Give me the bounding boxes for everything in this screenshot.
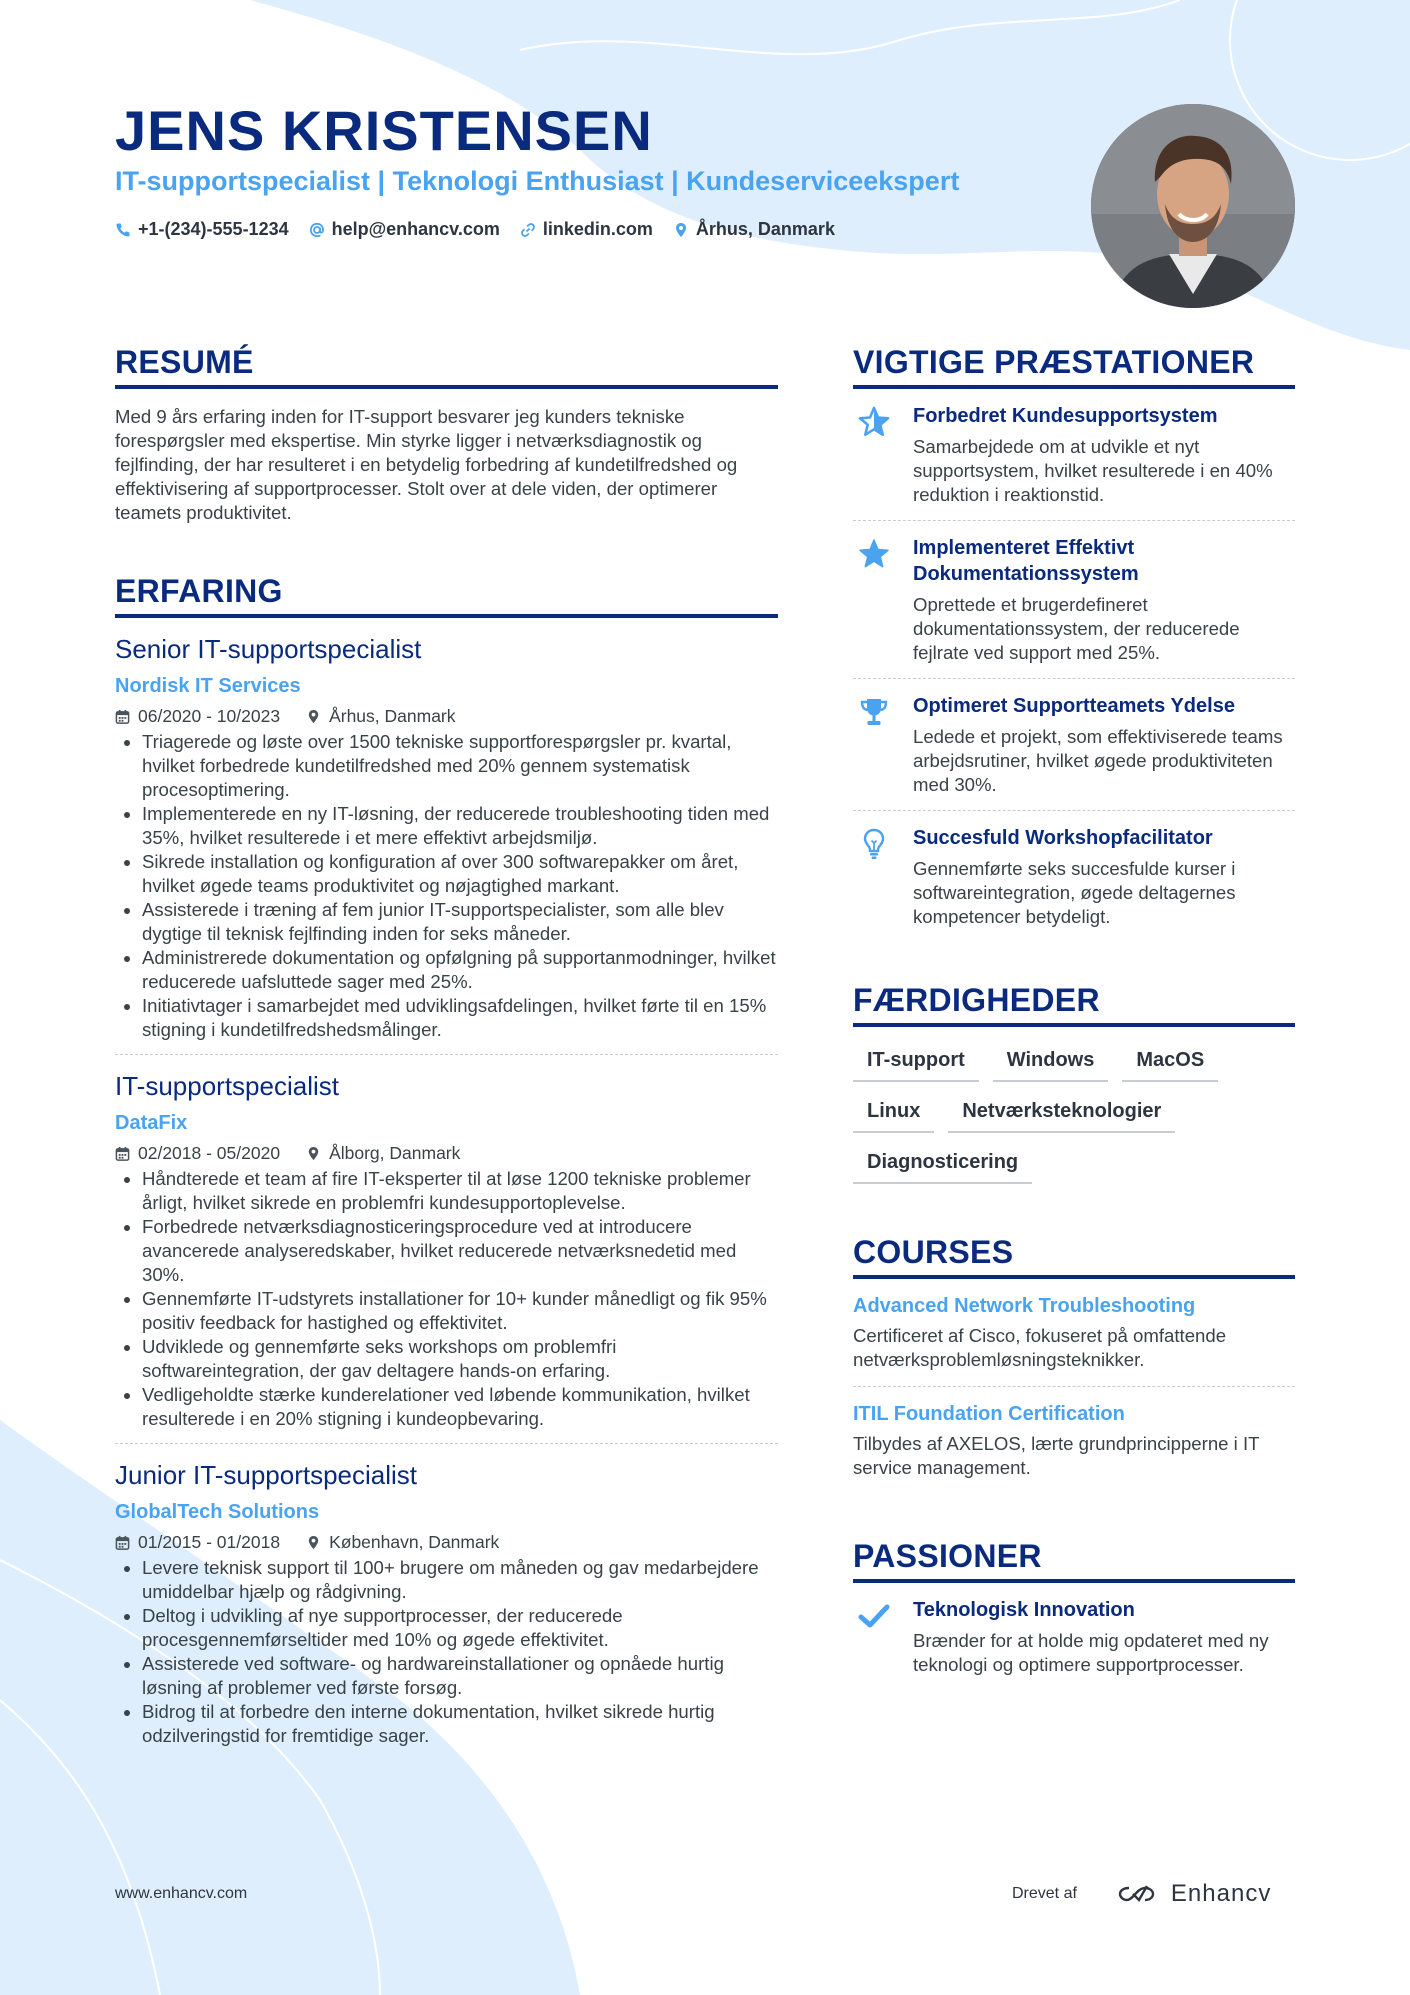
checkmark-icon: [857, 1599, 891, 1633]
avatar-portrait: [1091, 104, 1295, 308]
course-title: ITIL Foundation Certification: [853, 1403, 1125, 1425]
powered-by-text: Drevet af: [1012, 1885, 1077, 1902]
phone-icon: [115, 222, 131, 238]
job-entry: [115, 1444, 778, 1748]
company-name: Nordisk IT Services: [115, 675, 301, 697]
passion-desc: Brænder for at holde mig opdateret med ny teknologi og optimere supportprocesser.: [913, 1630, 1269, 1675]
job-location-text: Århus, Danmark: [329, 706, 456, 726]
job-dates: [115, 1532, 280, 1553]
job-bullet: Assisterede ved software- og hardwareinstallationer og opnåede hurtig løsning af problemer ved første forsøg.: [115, 1652, 778, 1700]
email-text: help@enhancv.com: [331, 219, 500, 239]
profile-photo: [1091, 104, 1295, 308]
achievement-desc: Ledede et projekt, som effektiviserede teams arbejdsrutiner, hvilket øgede produktiviteten med 30%.: [913, 726, 1283, 795]
job-bullets: [115, 1556, 778, 1748]
passion-item: [853, 1583, 1295, 1690]
course-desc: Certificeret af Cisco, fokuseret på omfattende netværksproblemløsningsteknikker.: [853, 1325, 1227, 1370]
achievement-desc: Samarbejdede om at udvikle et nyt supportsystem, hvilket resulterede i en 40% reduktion i reaktionstid.: [913, 436, 1273, 505]
job-location: [306, 1532, 499, 1553]
location-pin-icon: [306, 1535, 321, 1550]
job-dates-text: 01/2015 - 01/2018: [138, 1532, 281, 1552]
job-bullets: [115, 730, 778, 1042]
passions-list: [853, 1583, 1295, 1690]
courses-list: [853, 1279, 1295, 1494]
contact-email[interactable]: [309, 219, 500, 240]
achievement-desc: Oprettede et brugerdefineret dokumentationssystem, der reducerede fejlrate ved support med 25%.: [913, 594, 1240, 663]
job-bullet: Triagerede og løste over 1500 tekniske supportforespørgsler pr. kvartal, hvilket forbedrede kundetilfredshed med 20% gennem systematisk procesoptimering.: [115, 730, 778, 802]
job-bullet: Udviklede og gennemførte seks workshops om problemfri softwareintegration, der gav deltagere hands-on erfaring.: [115, 1335, 778, 1383]
job-bullets: [115, 1167, 778, 1431]
achievement-title: Implementeret Effektivt Dokumentationssystem: [913, 537, 1139, 585]
calendar-icon: [115, 709, 130, 724]
job-dates: [115, 706, 280, 727]
achievement-desc: Gennemførte seks succesfulde kurser i softwareintegration, øgede deltagernes kompetencer betydeligt.: [913, 858, 1236, 927]
passion-title: Teknologisk Innovation: [913, 1599, 1135, 1621]
job-bullet: Implementerede en ny IT-løsning, der reducerede troubleshooting tiden med 35%, hvilket resulterede i et mere effektivt arbejdsmiljø.: [115, 802, 778, 850]
job-entry: [115, 1055, 778, 1444]
enhancv-logo-icon: [1117, 1882, 1163, 1906]
linkedin-text: linkedin.com: [542, 219, 653, 239]
location-text: Århus, Danmark: [695, 219, 835, 239]
passions-heading: PASSIONER: [853, 1538, 1295, 1583]
location-pin-icon: [306, 709, 321, 724]
job-bullet: Deltog i udvikling af nye supportprocesser, der reducerede procesgennemførseltider med 10% og øgede effektivitet.: [115, 1604, 778, 1652]
at-icon: [309, 222, 325, 238]
job-bullet: Initiativtager i samarbejdet med udviklingsafdelingen, hvilket førte til en 15% stigning i kundetilfredshedsmålinger.: [115, 994, 778, 1042]
company-name: GlobalTech Solutions: [115, 1501, 320, 1523]
job-bullet: Levere teknisk support til 100+ brugere om måneden og gav medarbejdere umiddelbar hjælp og rådgivning.: [115, 1556, 778, 1604]
link-icon: [520, 222, 536, 238]
achievement-item: [853, 521, 1295, 679]
job-dates: [115, 1143, 280, 1164]
skill-tag: Diagnosticering: [853, 1147, 1032, 1184]
course-item: [853, 1279, 1295, 1387]
brand-logo[interactable]: [1117, 1880, 1271, 1908]
course-desc: Tilbydes af AXELOS, lærte grundprincipperne i IT service management.: [853, 1433, 1260, 1478]
left-column: [115, 344, 778, 1748]
skill-tag: Linux: [853, 1096, 934, 1133]
footer-branding: [1012, 1880, 1271, 1908]
job-dates-text: 02/2018 - 05/2020: [138, 1143, 281, 1163]
location-pin-icon: [306, 1146, 321, 1161]
job-bullet: Vedligeholdte stærke kunderelationer ved løbende kommunikation, hvilket resulterede i en 20% stigning i kundeopbevaring.: [115, 1383, 778, 1431]
achievement-title: Forbedret Kundesupportsystem: [913, 405, 1218, 427]
skills-list: [853, 1045, 1295, 1184]
experience-heading: ERFARING: [115, 573, 778, 618]
job-location-text: København, Danmark: [329, 1532, 500, 1552]
job-bullet: Administrerede dokumentation og opfølgning på supportanmodninger, hvilket reducerede uafsluttede sager med 25%.: [115, 946, 778, 994]
lightbulb-icon: [857, 827, 891, 861]
skill-tag: Windows: [993, 1045, 1109, 1082]
job-title: Junior IT-supportspecialist: [115, 1460, 418, 1490]
location-pin-icon: [673, 222, 689, 238]
job-meta: [115, 1143, 778, 1164]
courses-heading: COURSES: [853, 1234, 1295, 1279]
skill-tag: MacOS: [1122, 1045, 1218, 1082]
candidate-name: JENS KRISTENSEN: [115, 99, 653, 162]
achievement-item: [853, 679, 1295, 811]
achievement-item: [853, 811, 1295, 942]
summary-heading: RESUMÉ: [115, 344, 778, 389]
course-item: [853, 1387, 1295, 1494]
calendar-icon: [115, 1146, 130, 1161]
job-title: Senior IT-supportspecialist: [115, 634, 422, 664]
right-column: [853, 344, 1295, 1690]
job-title: IT-supportspecialist: [115, 1071, 339, 1101]
achievement-title: Succesfuld Workshopfacilitator: [913, 827, 1213, 849]
job-bullet: Assisterede i træning af fem junior IT-supportspecialister, som alle blev dygtige til teknisk fejlfinding inden for seks måneder.: [115, 898, 778, 946]
achievements-heading: VIGTIGE PRÆSTATIONER: [853, 344, 1295, 389]
achievements-list: [853, 389, 1295, 942]
job-dates-text: 06/2020 - 10/2023: [138, 706, 281, 726]
job-meta: [115, 1532, 778, 1553]
job-bullet: Gennemførte IT-udstyrets installationer for 10+ kunder månedligt og fik 95% positiv feedback for hastighed og effektivitet.: [115, 1287, 778, 1335]
star-outline-icon: [857, 405, 891, 439]
skills-heading: FÆRDIGHEDER: [853, 982, 1295, 1027]
job-bullet: Bidrog til at forbedre den interne dokumentation, hvilket sikrede hurtig odzilveringstid for fremtidige sager.: [115, 1700, 778, 1748]
achievement-item: [853, 389, 1295, 521]
skill-tag: Netværksteknologier: [948, 1096, 1175, 1133]
candidate-title: IT-supportspecialist | Teknologi Enthusiast | Kundeserviceekspert: [115, 166, 960, 196]
calendar-icon: [115, 1535, 130, 1550]
job-bullet: Sikrede installation og konfiguration af over 300 softwarepakker om året, hvilket øgede teams produktivitet og nøjagtighed markant.: [115, 850, 778, 898]
footer-website[interactable]: www.enhancv.com: [115, 1885, 248, 1902]
contact-phone[interactable]: [115, 219, 289, 240]
achievement-title: Optimeret Supportteamets Ydelse: [913, 695, 1235, 717]
job-bullet: Forbedrede netværksdiagnosticeringsprocedure ved at introducere avancerede analyseredskaber, hvilket reducerede netværksnedetid med 30%.: [115, 1215, 778, 1287]
job-location: [306, 706, 455, 727]
summary-text: Med 9 års erfaring inden for IT-support besvarer jeg kunders tekniske forespørgsler med ekspertise. Min styrke ligger i netværksdiagnostik og fejlfinding, der har resulteret i en betydelig forbedring af kundetilfredshed og effektivisering af supportprocesser. Stolt over at dele viden, der optimerer teamets produktivitet.: [115, 406, 738, 523]
star-filled-icon: [857, 537, 891, 571]
course-title: Advanced Network Troubleshooting: [853, 1295, 1196, 1317]
job-location: [306, 1143, 460, 1164]
contact-list: [115, 219, 835, 240]
job-location-text: Ålborg, Danmark: [329, 1143, 461, 1163]
contact-location: [673, 219, 835, 240]
company-name: DataFix: [115, 1112, 188, 1134]
trophy-icon: [857, 695, 891, 729]
skill-tag: IT-support: [853, 1045, 979, 1082]
brand-name: Enhancv: [1170, 1880, 1272, 1907]
phone-text: +1-(234)-555-1234: [138, 219, 289, 239]
job-entry: [115, 618, 778, 1055]
contact-linkedin[interactable]: [520, 219, 653, 240]
job-meta: [115, 706, 778, 727]
job-bullet: Håndterede et team af fire IT-eksperter til at løse 1200 tekniske problemer årligt, hvilket sikrede en problemfri kundesupportoplevelse.: [115, 1167, 778, 1215]
